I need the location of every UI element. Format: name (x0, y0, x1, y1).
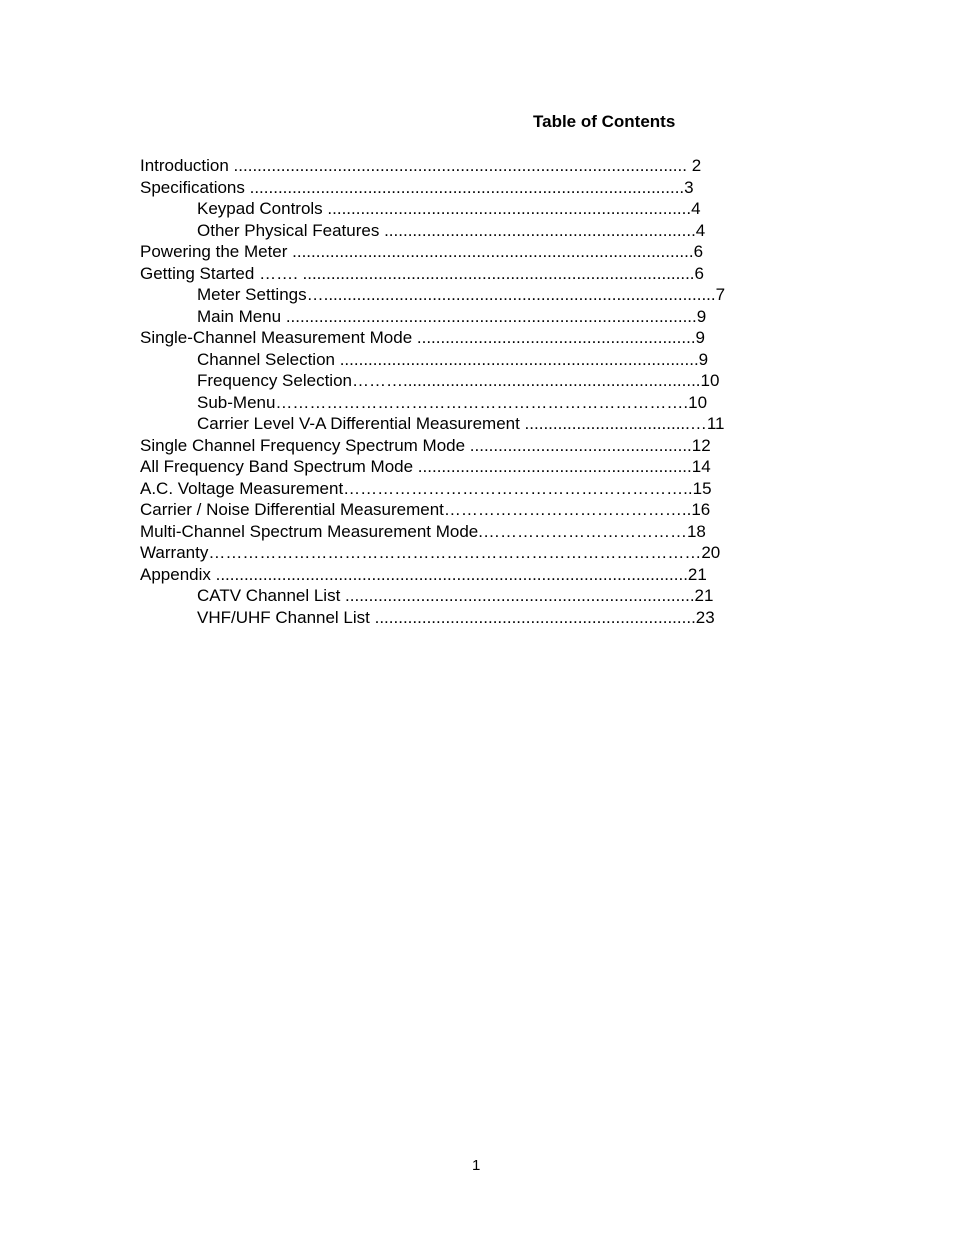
toc-entry-text: Single-Channel Measurement Mode ...........................................................9 (140, 328, 705, 347)
toc-entry-channel-selection (140, 349, 800, 371)
page-title: Table of Contents (533, 112, 676, 131)
toc-entry-text: Sub-Menu……………………………………………………………….10 (197, 392, 708, 412)
toc-entry-text: VHF/UHF Channel List ....................................................................23 (197, 607, 715, 627)
toc-entry-text: Appendix ....................................................................................................21 (140, 564, 707, 584)
toc-entry-introduction (140, 155, 800, 177)
toc-entry-text: Main Menu .......................................................................................9 (197, 306, 707, 326)
page-number: 1 (472, 1157, 481, 1174)
toc-entry-single-channel-frequency-spectrum (140, 435, 800, 457)
toc-entry-all-frequency-band-spectrum (140, 456, 800, 478)
toc-entry-text: Introduction ................................................................................................ 2 (140, 156, 702, 175)
toc-entry-powering-the-meter (140, 241, 800, 263)
toc-entry-main-menu (140, 306, 800, 328)
toc-entry-text: Carrier Level V-A Differential Measurement ...................................…11 (197, 414, 725, 433)
toc-entry-carrier-level-v-a (140, 413, 800, 435)
toc-entry-sub-menu (140, 392, 800, 414)
toc-entry-text: Other Physical Features ..................................................................4 (197, 220, 706, 240)
toc-entry-text: Warranty……………………………………………………………………………20 (140, 543, 721, 562)
toc-entry-text: All Frequency Band Spectrum Mode ..........................................................14 (140, 457, 711, 476)
toc-entry-catv-channel-list (140, 585, 800, 607)
toc-entry-text: Getting Started ……. ...................................................................................6 (140, 263, 704, 283)
toc-entry-text: A.C. Voltage Measurement……………………………………………………..15 (140, 478, 712, 498)
toc-entry-meter-settings (140, 284, 800, 306)
toc-entry-text: Channel Selection ............................................................................9 (197, 349, 709, 369)
toc-entry-text: Single Channel Frequency Spectrum Mode ...............................................12 (140, 435, 711, 455)
toc-entry-getting-started (140, 263, 800, 285)
toc-entry-text: Multi-Channel Spectrum Measurement Mode.………………………………18 (140, 521, 706, 541)
toc-entry-single-channel-measurement-mode (140, 327, 800, 349)
toc-entry-other-physical-features (140, 220, 800, 242)
toc-entry-text: Meter Settings…...................................................................................7 (197, 285, 726, 304)
toc-entry-text: Frequency Selection………...............................................................10 (197, 371, 720, 390)
toc-entry-text: Specifications ............................................................................................3 (140, 177, 694, 197)
toc-entry-carrier-noise-differential (140, 499, 800, 521)
toc-entry-specifications (140, 177, 800, 199)
toc-entry-text: Keypad Controls .............................................................................4 (197, 199, 701, 218)
toc-entry-vhf-uhf-channel-list (140, 607, 800, 629)
toc-entry-text: Carrier / Noise Differential Measurement……………………………………..16 (140, 500, 711, 519)
toc-entry-multi-channel-spectrum (140, 521, 800, 543)
toc-entry-appendix (140, 564, 800, 586)
toc-entry-keypad-controls (140, 198, 800, 220)
table-of-contents (140, 155, 800, 628)
toc-entry-text: Powering the Meter .....................................................................................6 (140, 242, 704, 261)
toc-entry-text: CATV Channel List ..........................................................................21 (197, 586, 714, 605)
toc-entry-warranty (140, 542, 800, 564)
toc-entry-ac-voltage-measurement (140, 478, 800, 500)
toc-entry-frequency-selection (140, 370, 800, 392)
